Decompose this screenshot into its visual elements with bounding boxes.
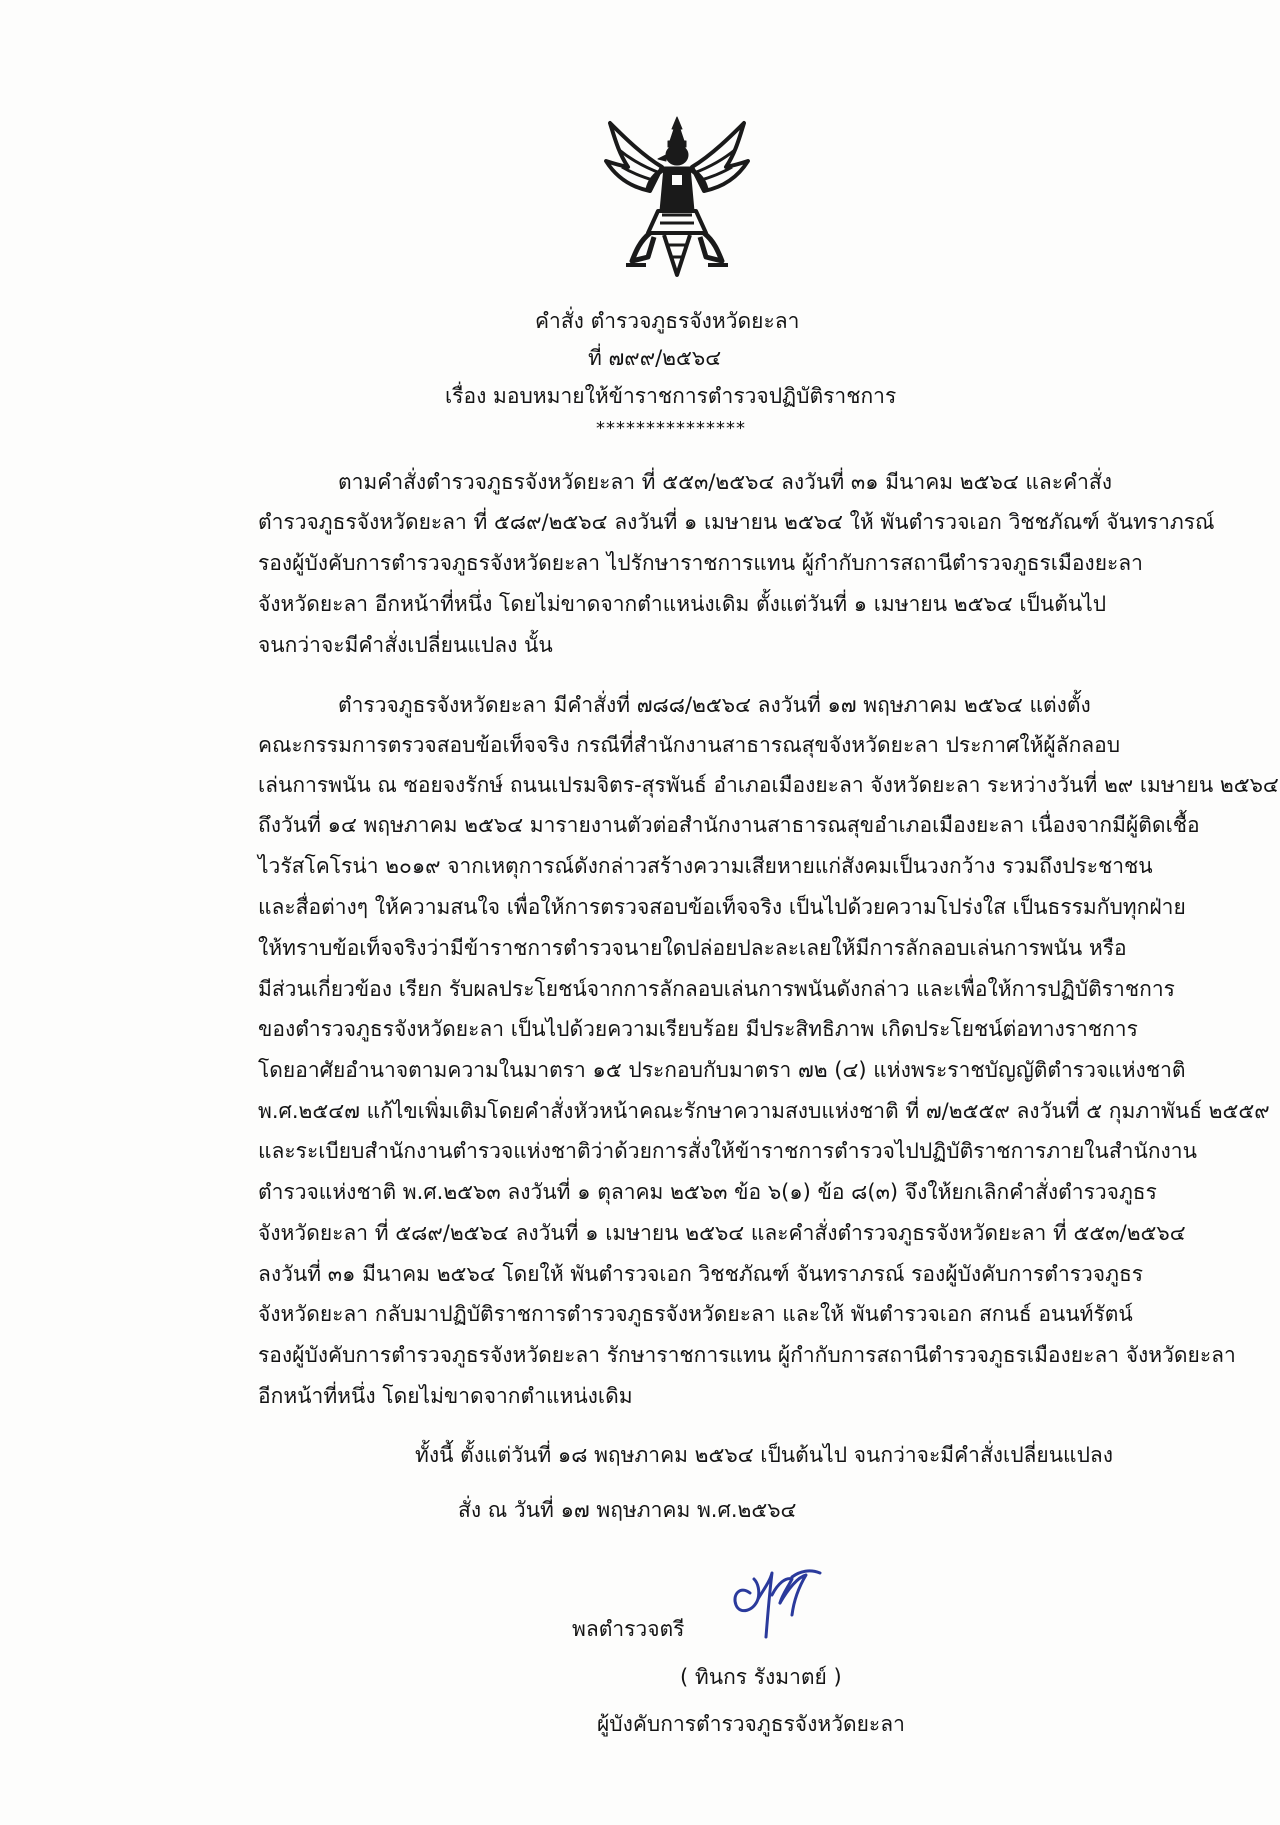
paragraph-line: ตำรวจแห่งชาติ พ.ศ.๒๕๖๓ ลงวันที่ ๑ ตุลาคม ๒๕๖๓ ข้อ ๖(๑) ข้อ ๘(๓) จึงให้ยกเลิกคำสั่งตำรวจภูธร	[258, 1180, 1157, 1204]
paragraph-line: จนกว่าจะมีคำสั่งเปลี่ยนแปลง นั้น	[258, 633, 553, 657]
paragraph-line: รองผู้บังคับการตำรวจภูธรจังหวัดยะลา รักษาราชการแทน ผู้กำกับการสถานีตำรวจภูธรเมืองยะลา จังหวัดยะลา	[258, 1343, 1236, 1367]
header-separator: ***************	[596, 418, 746, 439]
paragraph-line: เล่นการพนัน ณ ซอยจงรักษ์ ถนนเปรมจิตร-สุรพันธ์ อำเภอเมืองยะลา จังหวัดยะลา ระหว่างวันที่ ๒๙ เมษายน ๒๕๖๔	[258, 773, 1279, 797]
paragraph-line: คณะกรรมการตรวจสอบข้อเท็จจริง กรณีที่สำนักงานสาธารณสุขจังหวัดยะลา ประกาศให้ผู้ลักลอบ	[258, 733, 1121, 757]
paragraph-line: ตำรวจภูธรจังหวัดยะลา มีคำสั่งที่ ๗๘๘/๒๕๖๔ ลงวันที่ ๑๗ พฤษภาคม ๒๕๖๔ แต่งตั้ง	[338, 693, 1091, 717]
paragraph-line: พ.ศ.๒๕๔๗ แก้ไขเพิ่มเติมโดยคำสั่งหัวหน้าคณะรักษาความสงบแห่งชาติ ที่ ๗/๒๕๕๙ ลงวันที่ ๕ กุมภาพันธ์ ๒๕๕๙	[258, 1099, 1270, 1123]
paragraph-line: มีส่วนเกี่ยวข้อง เรียก รับผลประโยชน์จากการลักลอบเล่นการพนันดังกล่าว และเพื่อให้การปฏิบัติราชการ	[258, 977, 1175, 1001]
order-subject: เรื่อง มอบหมายให้ข้าราชการตำรวจปฏิบัติราชการ	[445, 384, 897, 408]
paragraph-line: ของตำรวจภูธรจังหวัดยะลา เป็นไปด้วยความเรียบร้อย มีประสิทธิภาพ เกิดประโยชน์ต่อทางราชการ	[258, 1017, 1138, 1041]
paragraph-line: ถึงวันที่ ๑๔ พฤษภาคม ๒๕๖๔ มารายงานตัวต่อสำนักงานสาธารณสุขอำเภอเมืองยะลา เนื่องจากมีผู้ติดเชื้อ	[258, 813, 1200, 837]
order-title: คำสั่ง ตำรวจภูธรจังหวัดยะลา	[535, 309, 800, 333]
signatory-rank: พลตำรวจตรี	[572, 1617, 685, 1641]
signatory-position: ผู้บังคับการตำรวจภูธรจังหวัดยะลา	[597, 1712, 905, 1736]
handwritten-signature-icon	[720, 1555, 840, 1645]
signatory-name: ( ทินกร รังมาตย์ )	[680, 1665, 842, 1689]
paragraph-line: จังหวัดยะลา ที่ ๕๘๙/๒๕๖๔ ลงวันที่ ๑ เมษายน ๒๕๖๔ และคำสั่งตำรวจภูธรจังหวัดยะลา ที่ ๕๕๓/๒๕๖๔	[258, 1221, 1186, 1245]
ordered-date-line: สั่ง ณ วันที่ ๑๗ พฤษภาคม พ.ศ.๒๕๖๔	[458, 1498, 797, 1522]
paragraph-line: โดยอาศัยอำนาจตามความในมาตรา ๑๕ ประกอบกับมาตรา ๗๒ (๔) แห่งพระราชบัญญัติตำรวจแห่งชาติ	[258, 1058, 1186, 1082]
garuda-emblem-icon	[602, 115, 752, 280]
paragraph-line: ตำรวจภูธรจังหวัดยะลา ที่ ๕๘๙/๒๕๖๔ ลงวันที่ ๑ เมษายน ๒๕๖๔ ให้ พันตำรวจเอก วิชชภัณฑ์ จันทราภรณ์	[258, 510, 1215, 534]
paragraph-line: จังหวัดยะลา อีกหน้าที่หนึ่ง โดยไม่ขาดจากตำแหน่งเดิม ตั้งแต่วันที่ ๑ เมษายน ๒๕๖๔ เป็นต้นไป	[258, 592, 1107, 616]
paragraph-line: รองผู้บังคับการตำรวจภูธรจังหวัดยะลา ไปรักษาราชการแทน ผู้กำกับการสถานีตำรวจภูธรเมืองยะลา	[258, 551, 1143, 575]
paragraph-line: ให้ทราบข้อเท็จจริงว่ามีข้าราชการตำรวจนายใดปล่อยปละละเลยให้มีการลักลอบเล่นการพนัน หรือ	[258, 936, 1127, 960]
paragraph-line: อีกหน้าที่หนึ่ง โดยไม่ขาดจากตำแหน่งเดิม	[258, 1384, 633, 1408]
paragraph-line: จังหวัดยะลา กลับมาปฏิบัติราชการตำรวจภูธรจังหวัดยะลา และให้ พันตำรวจเอก สกนธ์ อนนท์รัตน์	[258, 1302, 1133, 1326]
paragraph-line: ไวรัสโคโรน่า ๒๐๑๙ จากเหตุการณ์ดังกล่าวสร้างความเสียหายแก่สังคมเป็นวงกว้าง รวมถึงประชาชน	[258, 854, 1153, 878]
effective-date-line: ทั้งนี้ ตั้งแต่วันที่ ๑๘ พฤษภาคม ๒๕๖๔ เป็นต้นไป จนกว่าจะมีคำสั่งเปลี่ยนแปลง	[415, 1443, 1114, 1467]
paragraph-line: ลงวันที่ ๓๑ มีนาคม ๒๕๖๔ โดยให้ พันตำรวจเอก วิชชภัณฑ์ จันทราภรณ์ รองผู้บังคับการตำรวจภูธร	[258, 1262, 1144, 1286]
paragraph-line: ตามคำสั่งตำรวจภูธรจังหวัดยะลา ที่ ๕๕๓/๒๕๖๔ ลงวันที่ ๓๑ มีนาคม ๒๕๖๔ และคำสั่ง	[338, 470, 1112, 494]
paragraph-line: และระเบียบสำนักงานตำรวจแห่งชาติว่าด้วยการสั่งให้ข้าราชการตำรวจไปปฏิบัติราชการภายในสำนักงาน	[258, 1139, 1197, 1163]
paragraph-line: และสื่อต่างๆ ให้ความสนใจ เพื่อให้การตรวจสอบข้อเท็จจริง เป็นไปด้วยความโปร่งใส เป็นธรรมกับทุกฝ่าย	[258, 895, 1186, 919]
order-number: ที่ ๗๙๙/๒๕๖๔	[588, 346, 722, 370]
